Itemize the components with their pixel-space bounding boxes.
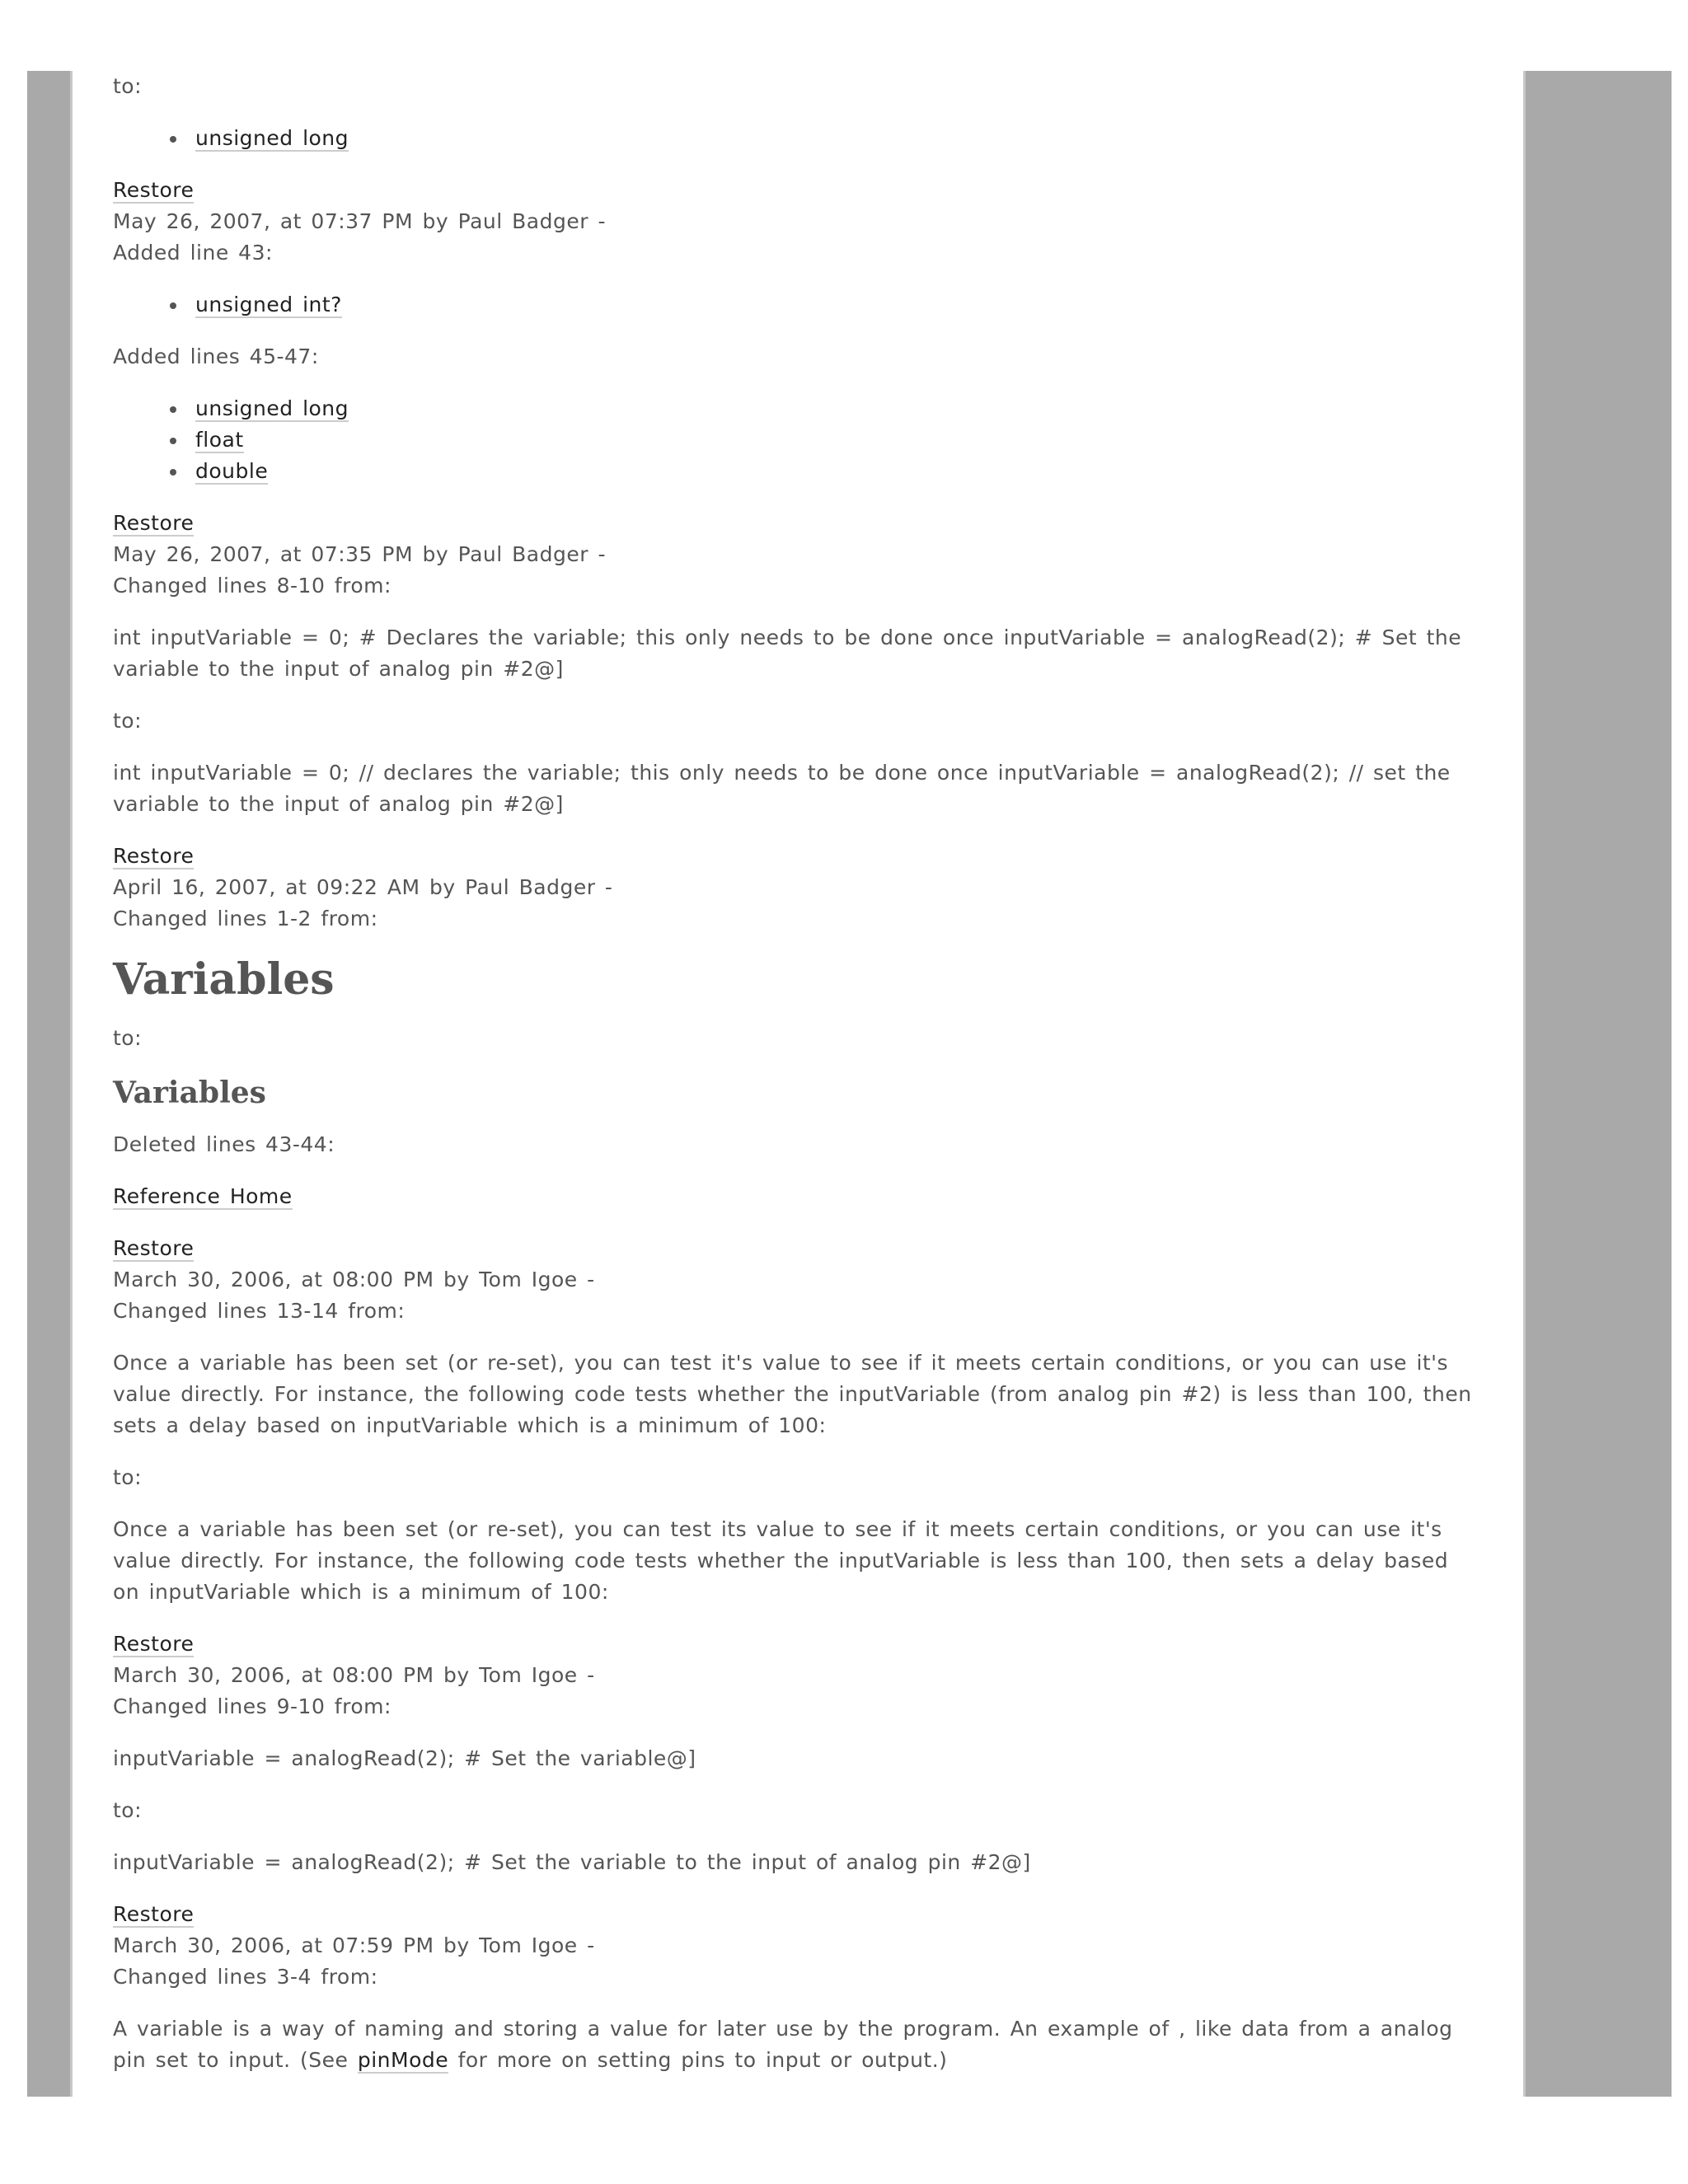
bullet-list <box>113 123 1481 154</box>
revision-change: Changed lines 13-14 from: <box>113 1299 406 1323</box>
revision-change: Changed lines 8-10 from: <box>113 574 392 598</box>
unsigned-long-link[interactable]: unsigned long <box>195 396 349 420</box>
diff-from-text <box>113 2013 1481 2076</box>
revision-meta: May 26, 2007, at 07:35 PM by Paul Badger - <box>113 542 606 566</box>
list-item <box>195 393 1481 424</box>
variables-heading-small: Variables <box>113 1076 266 1110</box>
revision-entry <box>113 841 1481 935</box>
double-link[interactable]: double <box>195 459 269 483</box>
unsigned-int-link[interactable]: unsigned int? <box>195 293 342 316</box>
change-description: Added lines 45-47: <box>113 344 319 368</box>
revision-meta: March 30, 2006, at 08:00 PM by Tom Igoe - <box>113 1268 595 1291</box>
revision-meta: April 16, 2007, at 09:22 AM by Paul Badger - <box>113 875 613 899</box>
to-label: to: <box>113 1026 143 1050</box>
change-description: Deleted lines 43-44: <box>113 1132 335 1156</box>
restore-link[interactable]: Restore <box>113 178 195 202</box>
revision-entry <box>113 1899 1481 1993</box>
restore-link[interactable]: Restore <box>113 511 195 535</box>
revision-change: Changed lines 1-2 from: <box>113 907 378 930</box>
list-item <box>195 289 1481 321</box>
to-label: to: <box>113 1465 143 1489</box>
left-margin-bar <box>27 71 73 2097</box>
bullet-list <box>113 289 1481 321</box>
diff-from-text-start: A variable is a way of naming and storing a value for later use by the program. An example of , like data from a analog pin set to input. (See <box>113 2017 1453 2072</box>
revision-meta: May 26, 2007, at 07:37 PM by Paul Badger - <box>113 209 606 233</box>
list-item <box>195 123 1481 154</box>
diff-from-text: Once a variable has been set (or re-set), you can test it's value to see if it meets certain conditions, or you can use it's value directly. For instance, the following code tests whether the inputVariable (from analog pin #2) is less than 100, then sets a delay based on inputVariable which is a minimum of 100: <box>113 1351 1472 1437</box>
reference-home-paragraph <box>113 1181 1481 1212</box>
revision-entry <box>113 1629 1481 1722</box>
to-label: to: <box>113 709 143 733</box>
diff-from-text: inputVariable = analogRead(2); # Set the variable@] <box>113 1746 696 1770</box>
diff-from-text-end: for more on setting pins to input or output.) <box>448 2048 948 2072</box>
right-margin-bar <box>1523 71 1672 2097</box>
restore-link[interactable]: Restore <box>113 1632 195 1656</box>
page-history-content <box>113 71 1481 2097</box>
to-label: to: <box>113 74 143 98</box>
diff-to-text: int inputVariable = 0; // declares the variable; this only needs to be done once inputVariable = analogRead(2); // set the variable to the input of analog pin #2@] <box>113 761 1451 816</box>
restore-link[interactable]: Restore <box>113 844 195 868</box>
diff-to-text: Once a variable has been set (or re-set), you can test its value to see if it meets certain conditions, or you can use it's value directly. For instance, the following code tests whether the inputVariable is less than 100, then sets a delay based on inputVariable which is a minimum of 100: <box>113 1517 1449 1604</box>
diff-to-text: inputVariable = analogRead(2); # Set the variable to the input of analog pin #2@] <box>113 1850 1031 1874</box>
restore-link[interactable]: Restore <box>113 1236 195 1260</box>
diff-from-text: int inputVariable = 0; # Declares the variable; this only needs to be done once inputVariable = analogRead(2); # Set the variable to the input of analog pin #2@] <box>113 626 1462 681</box>
restore-link[interactable]: Restore <box>113 1902 195 1926</box>
revision-entry <box>113 175 1481 269</box>
reference-home-link[interactable]: Reference Home <box>113 1184 293 1208</box>
pinmode-link[interactable]: pinMode <box>357 2048 449 2072</box>
bullet-list <box>113 393 1481 487</box>
list-item <box>195 456 1481 487</box>
revision-meta: March 30, 2006, at 07:59 PM by Tom Igoe - <box>113 1933 595 1957</box>
revision-entry <box>113 508 1481 602</box>
float-link[interactable]: float <box>195 428 244 452</box>
revision-meta: March 30, 2006, at 08:00 PM by Tom Igoe - <box>113 1663 595 1687</box>
revision-change: Changed lines 9-10 from: <box>113 1694 392 1718</box>
list-item <box>195 424 1481 456</box>
revision-change: Changed lines 3-4 from: <box>113 1965 378 1989</box>
variables-heading-large: Variables <box>113 954 335 1005</box>
revision-entry <box>113 1233 1481 1327</box>
revision-change: Added line 43: <box>113 241 273 265</box>
to-label: to: <box>113 1798 143 1822</box>
unsigned-long-link[interactable]: unsigned long <box>195 126 349 150</box>
